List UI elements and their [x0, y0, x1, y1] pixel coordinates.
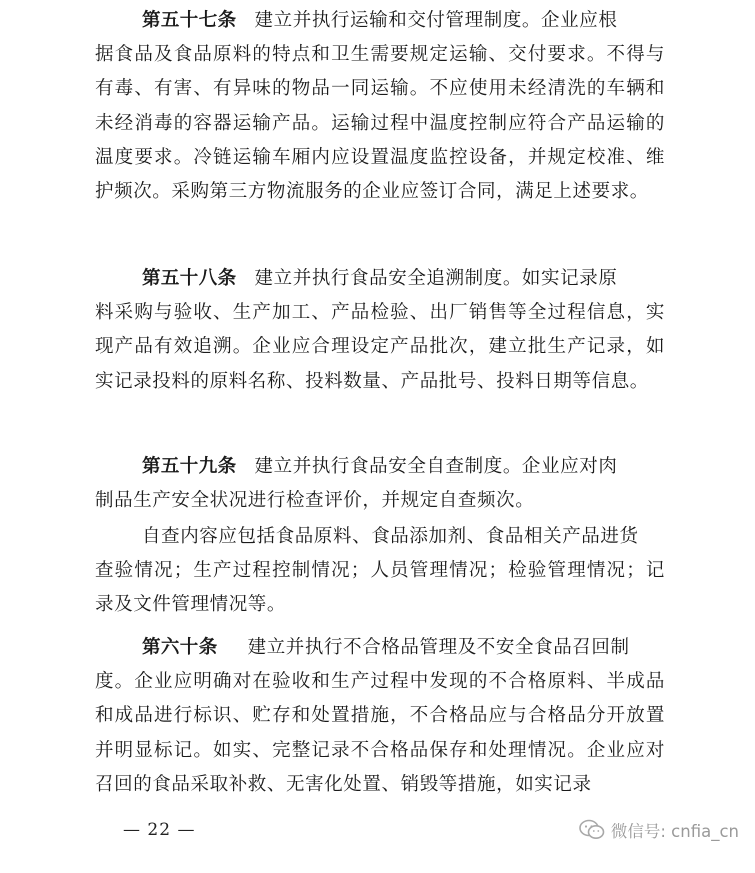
article-57-first-line [95, 4, 665, 38]
article-57-body: 据食品及食品原料的特点和卫生需要规定运输、交付要求。不得与有毒、有害、有异味的物品一同运输。不应使用未经清洗的车辆和未经消毒的容器运输产品。运输过程中温度控制应符合产品运输的温度要求。冷链运输车厢内应设置温度监控设备，并规定校准、维护频次。采购第三方物流服务的企业应签订合同，满足上述要求。 [95, 44, 665, 203]
article-58-body: 料采购与验收、生产加工、产品检验、出厂销售等全过程信息，实现产品有效追溯。企业应合理设定产品批次，建立批生产记录，如实记录投料的原料名称、投料数量、产品批号、投料日期等信息。 [95, 302, 665, 392]
article-60 [95, 631, 665, 802]
article-57-first-text: 建立并执行运输和交付管理制度。企业应根 [254, 10, 618, 31]
article-60-first-text: 建立并执行不合格品管理及不安全食品召回制 [247, 637, 630, 658]
article-59 [95, 450, 665, 518]
article-57 [95, 4, 665, 209]
watermark-text: 微信号: cnfia_cn [610, 822, 739, 841]
self-inspection-first-line: 自查内容应包括食品原料、食品添加剂、食品相关产品进货 [142, 526, 639, 547]
article-59-body: 制品生产安全状况进行检查评价，并规定自查频次。 [95, 490, 535, 512]
article-58-label: 第五十八条 [142, 268, 237, 289]
article-60-first-line [95, 631, 665, 665]
self-inspection-paragraph [95, 520, 665, 623]
article-60-body: 度。企业应明确对在验收和生产过程中发现的不合格原料、半成品和成品进行标识、贮存和处置措施，不合格品应与合格品分开放置并明显标记。如实、完整记录不合格品保存和处理情况。企业应对召回的食品采取补救、无害化处置、销毁等措施，如实记录 [95, 671, 665, 795]
article-59-label: 第五十九条 [142, 456, 237, 477]
article-59-first-line [95, 450, 665, 484]
self-inspection-body: 查验情况；生产过程控制情况；人员管理情况；检验管理情况；记录及文件管理情况等。 [95, 560, 665, 616]
article-58 [95, 262, 665, 399]
wechat-watermark [579, 818, 739, 842]
article-58-first-line [95, 262, 665, 296]
wechat-icon [579, 819, 605, 841]
article-57-label: 第五十七条 [142, 10, 237, 31]
article-58-first-text: 建立并执行食品安全追溯制度。如实记录原 [254, 268, 618, 289]
article-59-first-text: 建立并执行食品安全自查制度。企业应对肉 [254, 456, 618, 477]
article-60-label: 第六十条 [142, 637, 218, 658]
page-number: — 22 — [123, 820, 196, 840]
